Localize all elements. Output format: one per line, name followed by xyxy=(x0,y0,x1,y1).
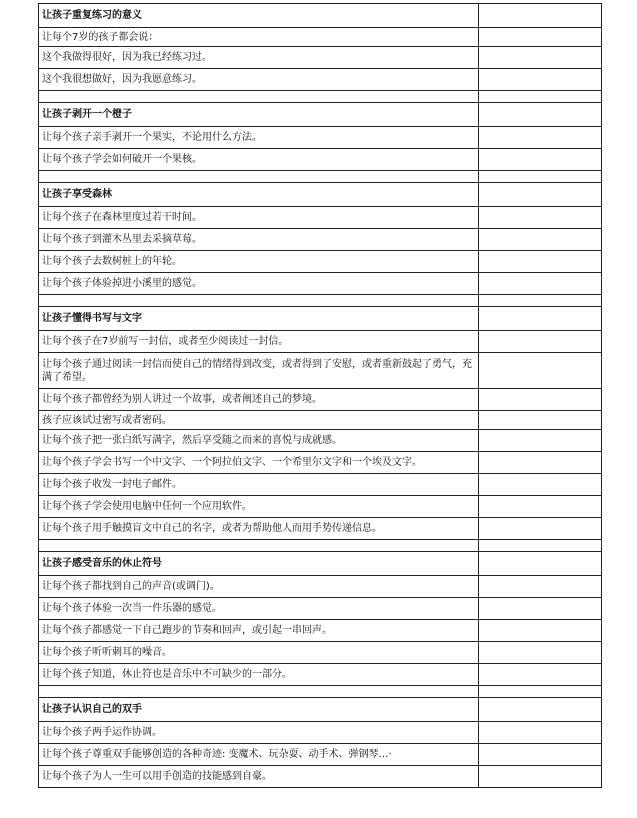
spacer-cell xyxy=(39,686,479,698)
checklist-item-text: 让每个孩子体验一次当一件乐器的感觉。 xyxy=(39,598,479,620)
checklist-table xyxy=(38,3,602,788)
checklist-row xyxy=(39,207,602,229)
section-check-cell xyxy=(479,103,602,127)
checklist-row xyxy=(39,389,602,411)
checklist-item-text: 让每个孩子体验掉进小溪里的感觉。 xyxy=(39,273,479,295)
checklist-mark-cell[interactable] xyxy=(479,273,602,295)
checklist-sheet xyxy=(38,3,601,788)
checklist-row xyxy=(39,251,602,273)
checklist-item-text: 这个我做得很好，因为我已经练习过。 xyxy=(39,47,479,69)
section-title: 让孩子重复练习的意义 xyxy=(39,4,479,28)
checklist-mark-cell[interactable] xyxy=(479,744,602,766)
checklist-item-text: 让每个孩子在7岁前写一封信，或者至少阅读过一封信。 xyxy=(39,331,479,353)
checklist-item-text: 让每个孩子都找到自己的声音(或调门)。 xyxy=(39,576,479,598)
checklist-item-text: 让每个孩子去数树桩上的年轮。 xyxy=(39,251,479,273)
section-spacer-row xyxy=(39,686,602,698)
checklist-mark-cell[interactable] xyxy=(479,722,602,744)
checklist-item-text: 让每个孩子知道，休止符也是音乐中不可缺少的一部分。 xyxy=(39,664,479,686)
checklist-mark-cell[interactable] xyxy=(479,127,602,149)
section-spacer-row xyxy=(39,171,602,183)
checklist-item-text: 让每个孩子到灌木丛里去采摘草莓。 xyxy=(39,229,479,251)
section-header-row xyxy=(39,552,602,576)
checklist-row xyxy=(39,331,602,353)
checklist-item-text: 让每个孩子为人一生可以用手创造的技能感到自豪。 xyxy=(39,766,479,788)
checklist-item-text: 让每个孩子学会使用电脑中任何一个应用软件。 xyxy=(39,496,479,518)
spacer-cell xyxy=(39,91,479,103)
section-header-row xyxy=(39,698,602,722)
section-title: 让孩子剥开一个橙子 xyxy=(39,103,479,127)
checklist-body xyxy=(39,4,602,788)
checklist-row xyxy=(39,744,602,766)
checklist-row xyxy=(39,452,602,474)
checklist-row xyxy=(39,576,602,598)
checklist-row xyxy=(39,766,602,788)
spacer-check-cell xyxy=(479,540,602,552)
section-check-cell xyxy=(479,4,602,28)
checklist-row xyxy=(39,411,602,430)
checklist-item-text: 让每个孩子收发一封电子邮件。 xyxy=(39,474,479,496)
checklist-row xyxy=(39,28,602,47)
checklist-row xyxy=(39,496,602,518)
spacer-check-cell xyxy=(479,91,602,103)
checklist-item-text: 让每个孩子把一张白纸写满字，然后享受随之而来的喜悦与成就感。 xyxy=(39,430,479,452)
section-spacer-row xyxy=(39,295,602,307)
checklist-row xyxy=(39,474,602,496)
checklist-item-text: 让每个孩子学会如何破开一个果核。 xyxy=(39,149,479,171)
checklist-item-text: 让每个孩子两手运作协调。 xyxy=(39,722,479,744)
checklist-item-text: 让每个孩子在森林里度过若干时间。 xyxy=(39,207,479,229)
checklist-row xyxy=(39,273,602,295)
spacer-cell xyxy=(39,295,479,307)
spacer-cell xyxy=(39,171,479,183)
checklist-mark-cell[interactable] xyxy=(479,496,602,518)
checklist-mark-cell[interactable] xyxy=(479,411,602,430)
checklist-mark-cell[interactable] xyxy=(479,598,602,620)
checklist-row xyxy=(39,620,602,642)
spacer-check-cell xyxy=(479,295,602,307)
checklist-row xyxy=(39,149,602,171)
checklist-mark-cell[interactable] xyxy=(479,207,602,229)
checklist-item-text: 让每个孩子都曾经为别人讲过一个故事，或者阐述自己的梦境。 xyxy=(39,389,479,411)
spacer-cell xyxy=(39,540,479,552)
checklist-mark-cell[interactable] xyxy=(479,620,602,642)
checklist-mark-cell[interactable] xyxy=(479,353,602,389)
section-spacer-row xyxy=(39,91,602,103)
checklist-row xyxy=(39,69,602,91)
section-spacer-row xyxy=(39,540,602,552)
checklist-item-text: 让每个孩子尊重双手能够创造的各种奇迹: 变魔术、玩杂耍、动手术、弹钢琴…· xyxy=(39,744,479,766)
checklist-row xyxy=(39,353,602,389)
checklist-mark-cell[interactable] xyxy=(479,474,602,496)
spacer-check-cell xyxy=(479,171,602,183)
checklist-mark-cell[interactable] xyxy=(479,47,602,69)
checklist-mark-cell[interactable] xyxy=(479,766,602,788)
checklist-mark-cell[interactable] xyxy=(479,149,602,171)
section-title: 让孩子感受音乐的休止符号 xyxy=(39,552,479,576)
checklist-row xyxy=(39,518,602,540)
checklist-item-text: 让每个7岁的孩子都会说： xyxy=(39,28,479,47)
checklist-item-text: 这个我很想做好，因为我愿意练习。 xyxy=(39,69,479,91)
checklist-mark-cell[interactable] xyxy=(479,28,602,47)
section-check-cell xyxy=(479,552,602,576)
section-header-row xyxy=(39,103,602,127)
checklist-mark-cell[interactable] xyxy=(479,642,602,664)
section-check-cell xyxy=(479,183,602,207)
section-header-row xyxy=(39,307,602,331)
checklist-row xyxy=(39,664,602,686)
checklist-mark-cell[interactable] xyxy=(479,69,602,91)
checklist-row xyxy=(39,430,602,452)
checklist-mark-cell[interactable] xyxy=(479,518,602,540)
section-check-cell xyxy=(479,307,602,331)
checklist-item-text: 让每个孩子通过阅读一封信而使自己的情绪得到改变，或者得到了安慰，或者重新鼓起了勇气，充满了希望。 xyxy=(39,353,479,389)
checklist-mark-cell[interactable] xyxy=(479,389,602,411)
checklist-mark-cell[interactable] xyxy=(479,664,602,686)
section-title: 让孩子认识自己的双手 xyxy=(39,698,479,722)
checklist-mark-cell[interactable] xyxy=(479,576,602,598)
checklist-row xyxy=(39,722,602,744)
checklist-mark-cell[interactable] xyxy=(479,430,602,452)
checklist-item-text: 让每个孩子听听刺耳的噪音。 xyxy=(39,642,479,664)
checklist-row xyxy=(39,642,602,664)
checklist-row xyxy=(39,47,602,69)
checklist-mark-cell[interactable] xyxy=(479,331,602,353)
checklist-mark-cell[interactable] xyxy=(479,452,602,474)
checklist-item-text: 让每个孩子都感觉一下自己跑步的节奏和回声，或引起一串回声。 xyxy=(39,620,479,642)
section-header-row xyxy=(39,4,602,28)
section-title: 让孩子懂得书写与文字 xyxy=(39,307,479,331)
checklist-row xyxy=(39,127,602,149)
checklist-item-text: 孩子应该试过密写或者密码。 xyxy=(39,411,479,430)
spacer-check-cell xyxy=(479,686,602,698)
checklist-item-text: 让每个孩子用手触摸盲文中自己的名字，或者为帮助他人而用手势传递信息。 xyxy=(39,518,479,540)
checklist-item-text: 让每个孩子亲手剥开一个果实，不论用什么方法。 xyxy=(39,127,479,149)
checklist-row xyxy=(39,229,602,251)
checklist-mark-cell[interactable] xyxy=(479,251,602,273)
checklist-mark-cell[interactable] xyxy=(479,229,602,251)
checklist-item-text: 让每个孩子学会书写一个中文字、一个阿拉伯文字、一个希里尔文字和一个埃及文字。 xyxy=(39,452,479,474)
section-header-row xyxy=(39,183,602,207)
checklist-row xyxy=(39,598,602,620)
section-check-cell xyxy=(479,698,602,722)
section-title: 让孩子享受森林 xyxy=(39,183,479,207)
